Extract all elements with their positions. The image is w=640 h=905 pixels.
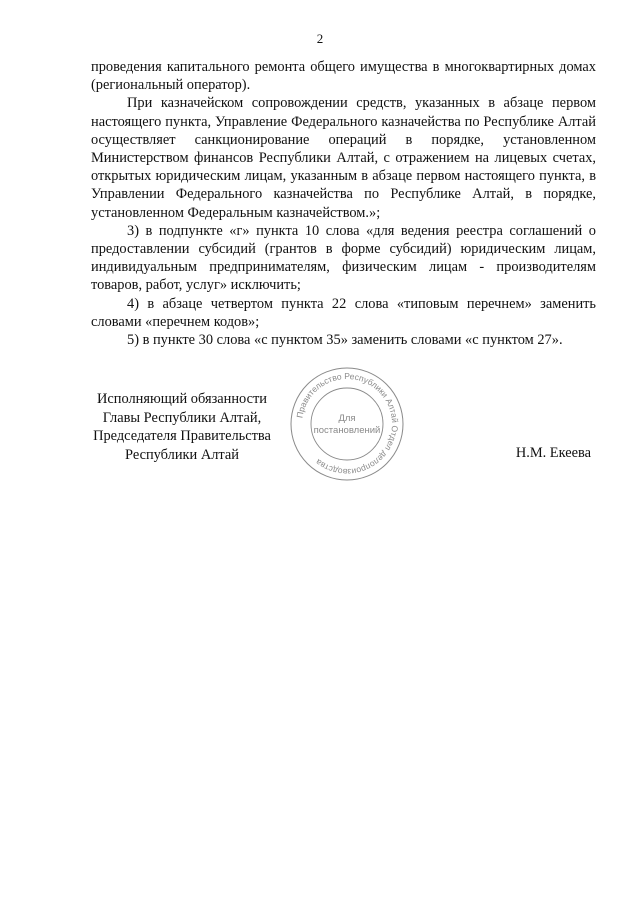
signer-title-line: Исполняющий обязанности bbox=[96, 391, 267, 407]
stamp-center-line: постановлений bbox=[313, 425, 381, 436]
stamp-ring-text: Правительство Республики Алтай Отдел делопроизводства bbox=[294, 370, 401, 478]
stamp-center-line: Для bbox=[338, 413, 356, 424]
paragraph-2: При казначейском сопровождении средств, указанных в абзаце первом настоящего пункта, Управление Федерального казначейства по Республике Алтай осуществляет санкционирование операций в порядке, установленном Министерством финансов Республики Алтай, с отражением на лицевых счетах, открытых юридическим лицам, указанным в абзаце первом настоящего пункта, в Управлении Федерального казначейства по Республике Алтай, в порядке, установленном Федеральным казначейством.»; bbox=[91, 95, 596, 221]
paragraph-4: 4) в абзаце четвертом пункта 22 слова «типовым перечнем» заменить словами «перечнем кодов»; bbox=[91, 295, 596, 330]
stamp-inner-ring bbox=[311, 388, 383, 460]
signer-name: Н.М. Екеева bbox=[515, 445, 591, 461]
signer-title bbox=[82, 390, 282, 464]
stamp-outer-ring bbox=[291, 368, 403, 480]
official-stamp bbox=[288, 365, 406, 483]
paragraph-1: проведения капитального ремонта общего имущества в многоквартирных домах (региональный оператор). bbox=[91, 59, 596, 94]
signer-title-line: Республики Алтай bbox=[125, 446, 239, 463]
signer-title-line: Председателя Правительства bbox=[93, 428, 271, 444]
signer-title-line: Главы Республики Алтай, bbox=[102, 409, 262, 426]
paragraph-5: 5) в пункте 30 слова «с пунктом 35» заменить словами «с пунктом 27». bbox=[127, 332, 563, 349]
paragraph-3: 3) в подпункте «г» пункта 10 слова «для ведения реестра соглашений о предоставлении субсидий (грантов в форме субсидий) юридическим лицам, индивидуальным предпринимателям, физическим лицам - производителям товаров, работ, услуг» исключить; bbox=[91, 222, 596, 294]
page-number: 2 bbox=[316, 31, 324, 46]
document-body bbox=[91, 58, 596, 349]
